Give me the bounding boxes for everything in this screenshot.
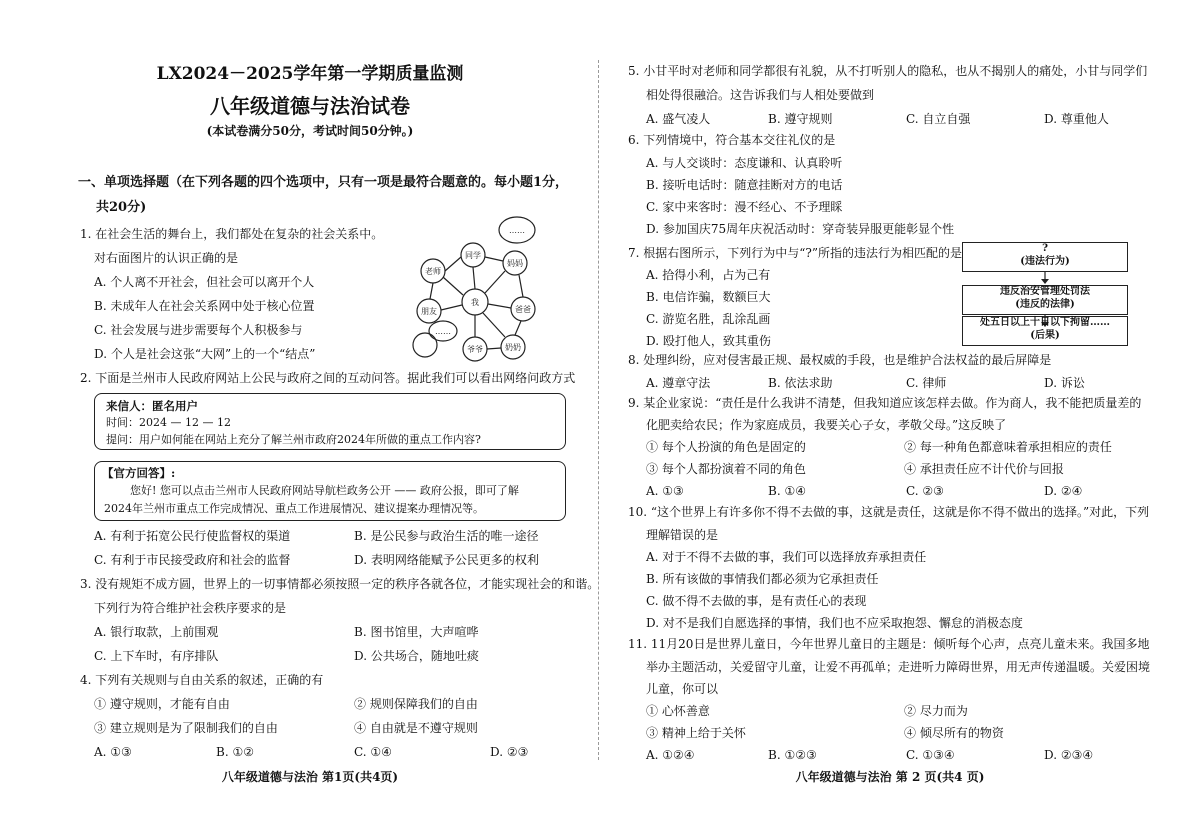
option-b: B. ①② — [216, 745, 254, 759]
option-c: C. 家中来客时：漫不经心、不予理睬 — [646, 200, 843, 214]
question-stem: 儿童，你可以 — [646, 682, 719, 696]
question-stem: 10. “这个世界上有许多你不得不去做的事，这就是责任，这就是你不得不做出的选择。”对此，下列 — [628, 505, 1150, 519]
option-a: A. ①②④ — [646, 748, 695, 762]
flow-label: (违法行为) — [1020, 256, 1070, 267]
option-c: C. ①④ — [354, 745, 392, 759]
statement-3: ③ 建立规则是为了限制我们的自由 — [94, 721, 278, 735]
flow-label: ? — [1042, 243, 1048, 254]
statement-4: ④ 倾尽所有的物资 — [904, 726, 1004, 740]
option-a: A. ①③ — [94, 745, 132, 759]
bubble-small — [413, 333, 437, 357]
inquiry-date: 时间：2024 — 12 — 12 — [106, 416, 231, 429]
question-stem: 下列行为符合维护社会秩序要求的是 — [94, 601, 287, 615]
question-stem: 相处得很融洽。这告诉我们与人相处要做到 — [646, 88, 875, 102]
option-b: B. ①④ — [768, 484, 806, 498]
option-a: A. 有利于拓宽公民行使监督权的渠道 — [94, 529, 291, 543]
question-stem: 举办主题活动，关爱留守儿童，让爱不再孤单；走进听力障碍世界，用无声传递温暖。关爱困境 — [646, 660, 1151, 674]
exam-header: LX2024－2025学年第一学期质量监测 — [156, 64, 464, 84]
question-stem: 化肥卖给农民；作为家庭成员，我要关心子女，孝敬父母。”这反映了 — [646, 418, 1007, 432]
exam-title: 八年级道德与法治试卷 — [210, 94, 410, 118]
flow-label: (后果) — [1030, 330, 1060, 341]
question-stem: 11. 11月20日是世界儿童日，今年世界儿童日的主题是：倾听每个心声，点亮儿童未来。我国多地 — [628, 637, 1150, 651]
option-c: C. 社会发展与进步需要每个人积极参与 — [94, 323, 303, 337]
statement-1: ① 每个人扮演的角色是固定的 — [646, 440, 806, 454]
option-b: B. 接听电话时：随意挂断对方的电话 — [646, 178, 843, 192]
option-d: D. 诉讼 — [1044, 376, 1085, 390]
option-d: D. 尊重他人 — [1044, 112, 1109, 126]
ellipsis-label: …… — [435, 327, 451, 336]
question-stem: 9. 某企业家说：“责任是什么我讲不清楚，但我知道应该怎样去做。作为商人，我不能把质量差的 — [628, 396, 1142, 410]
option-a: A. 银行取款，上前围观 — [94, 625, 219, 639]
option-b: B. 是公民参与政治生活的唯一途径 — [354, 529, 539, 543]
option-c: C. 有利于市民接受政府和社会的监督 — [94, 553, 291, 567]
question-stem: 理解错误的是 — [646, 528, 719, 542]
option-d: D. ②④ — [1044, 484, 1083, 498]
option-a: A. 盛气凌人 — [646, 112, 711, 126]
option-c: C. 做不得不去做的事，是有责任心的表现 — [646, 594, 867, 608]
exam-note: (本试卷满分50分，考试时间50分钟。) — [206, 124, 414, 138]
section-heading: 一、单项选择题（在下列各题的四个选项中，只有一项是最符合题意的。每小题1分， — [78, 175, 569, 190]
inquiry-question: 提问：用户如何能在网站上充分了解兰州市政府2024年所做的重点工作内容? — [106, 433, 481, 446]
option-b: B. 图书馆里，大声喧哗 — [354, 625, 479, 639]
question-stem: 1. 在社会生活的舞台上，我们都处在复杂的社会关系中。 — [80, 227, 384, 241]
question-stem: 8. 处理纠纷，应对侵害最正规、最权威的手段，也是维护合法权益的最后屏障是 — [628, 353, 1052, 367]
reply-text: 您好! 您可以点击兰州市人民政府网站导航栏政务公开 —— 政府公报，即可了解 — [130, 484, 519, 497]
question-stem: 5. 小甘平时对老师和同学都很有礼貌，从不打听别人的隐私，也从不揭别人的痛处，小甘与同学们 — [628, 64, 1148, 78]
question-stem: 4. 下列有关规则与自由关系的叙述，正确的有 — [80, 673, 324, 687]
statement-2: ② 尽力而为 — [904, 704, 968, 718]
question-stem: 对右面图片的认识正确的是 — [94, 251, 239, 265]
option-b: B. 电信诈骗，数额巨大 — [646, 290, 771, 304]
page-footer: 八年级道德与法治 第1页(共4页) — [221, 770, 399, 784]
option-a: A. 与人交谈时：态度谦和、认真聆听 — [646, 156, 843, 170]
node-label: 同学 — [465, 251, 481, 260]
option-d: D. ②③ — [490, 745, 529, 759]
node-label: 奶奶 — [505, 343, 521, 352]
question-stem: 3. 没有规矩不成方圆，世界上的一切事情都必须按照一定的秩序各就各位，才能实现社会的和谐。 — [80, 577, 600, 591]
option-c: C. ②③ — [906, 484, 944, 498]
statement-4: ④ 承担责任应不计代价与回报 — [904, 462, 1064, 476]
option-b: B. 所有该做的事情我们都必须为它承担责任 — [646, 572, 879, 586]
statement-3: ③ 每个人都扮演着不同的角色 — [646, 462, 806, 476]
option-b: B. 依法求助 — [768, 376, 833, 390]
inquiry-sender: 来信人：匿名用户 — [106, 399, 198, 413]
reply-heading: 【官方回答】: — [102, 466, 176, 480]
option-d: D. 公共场合，随地吐痰 — [354, 649, 479, 663]
arrow-down-icon — [1038, 271, 1052, 285]
center-label: 我 — [471, 298, 479, 307]
page-footer: 八年级道德与法治 第 2 页(共4 页) — [795, 770, 985, 784]
option-a: A. 遵章守法 — [646, 376, 711, 390]
option-d: D. 表明网络能赋予公民更多的权利 — [354, 553, 539, 567]
option-c: C. 上下车时，有序排队 — [94, 649, 219, 663]
option-d: D. 对不是我们自愿选择的事情，我们也不应采取抱怨、懈怠的消极态度 — [646, 616, 1023, 630]
option-b: B. ①②③ — [768, 748, 817, 762]
option-d: D. 个人是社会这张“大网”上的一个“结点” — [94, 347, 316, 361]
flow-label: (违反的法律) — [1015, 299, 1075, 310]
option-a: A. ①③ — [646, 484, 684, 498]
node-label: 老师 — [425, 267, 441, 276]
option-a: A. 个人离不开社会，但社会可以离开个人 — [94, 275, 315, 289]
option-a: A. 对于不得不去做的事，我们可以选择放弃承担责任 — [646, 550, 927, 564]
statement-1: ① 心怀善意 — [646, 704, 710, 718]
question-stem: 6. 下列情境中，符合基本交往礼仪的是 — [628, 133, 836, 147]
option-c: C. ①③④ — [906, 748, 955, 762]
question-stem: 7. 根据右图所示，下列行为中与“?”所指的违法行为相匹配的是 — [628, 246, 962, 260]
reply-text: 2024年兰州市重点工作完成情况、重点工作进展情况、建议提案办理情况等。 — [104, 502, 484, 515]
statement-2: ② 每一种角色都意味着承担相应的责任 — [904, 440, 1112, 454]
statement-2: ② 规则保障我们的自由 — [354, 697, 478, 711]
option-b: B. 未成年人在社会关系网中处于核心位置 — [94, 299, 315, 313]
option-c: C. 游览名胜，乱涂乱画 — [646, 312, 771, 326]
option-a: A. 拾得小利，占为己有 — [646, 268, 771, 282]
node-label: 爸爸 — [515, 305, 531, 314]
option-d: D. ②③④ — [1044, 748, 1094, 762]
statement-4: ④ 自由就是不遵守规则 — [354, 721, 478, 735]
option-d: D. 殴打他人，致其重伤 — [646, 334, 771, 348]
option-b: B. 遵守规则 — [768, 112, 833, 126]
option-d: D. 参加国庆75周年庆祝活动时：穿奇装异服更能彰显个性 — [646, 222, 955, 236]
flow-label: 违反治安管理处罚法 — [1000, 286, 1090, 297]
option-c: C. 律师 — [906, 376, 947, 390]
node-label: 爷爷 — [467, 345, 483, 354]
statement-1: ① 遵守规则，才能有自由 — [94, 697, 230, 711]
ellipsis-label: …… — [509, 226, 525, 235]
node-label: 朋友 — [421, 307, 437, 316]
flow-label: 处五日以上十日以下拘留…… — [980, 317, 1110, 328]
statement-3: ③ 精神上给于关怀 — [646, 726, 746, 740]
social-relation-diagram — [405, 215, 555, 365]
section-heading-cont: 共20分) — [96, 200, 147, 215]
node-label: 妈妈 — [507, 259, 523, 268]
option-c: C. 自立自强 — [906, 112, 971, 126]
page-2 — [600, 0, 1200, 820]
question-stem: 2. 下面是兰州市人民政府网站上公民与政府之间的互动问答。据此我们可以看出网络问政方式 — [80, 371, 576, 385]
